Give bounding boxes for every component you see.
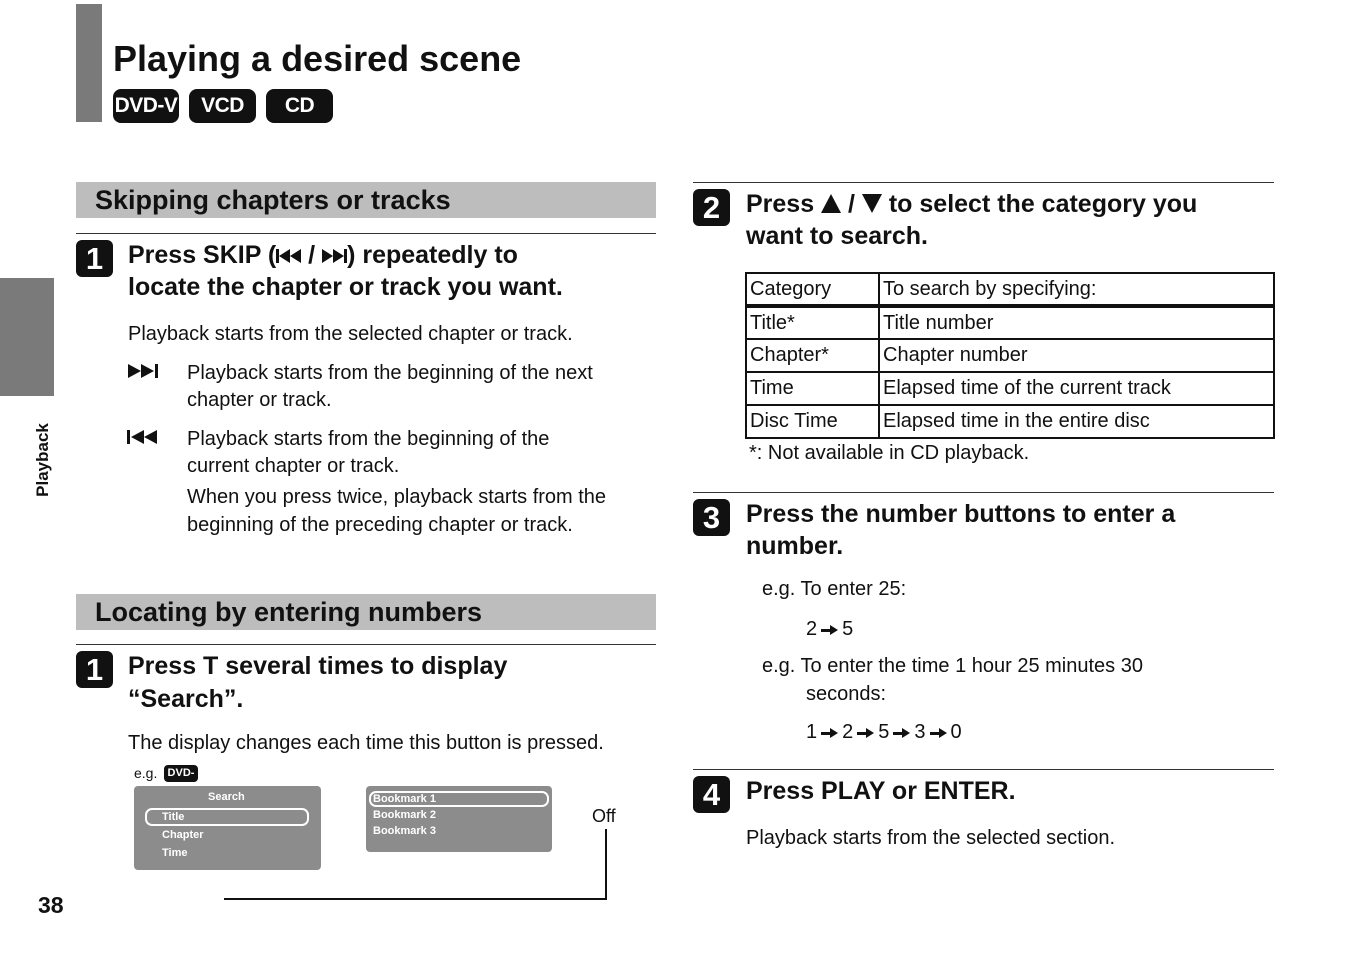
step-number: 3 [693, 499, 730, 536]
page-number: 38 [38, 892, 64, 918]
next-description-line2: chapter or track. [187, 389, 332, 411]
step-title-text: to select the category you [881, 190, 1198, 218]
sequence-1 [806, 616, 853, 643]
vcd-badge: VCD [189, 89, 256, 123]
table-row [746, 405, 1274, 438]
digit: 2 [842, 721, 854, 743]
step-number: 2 [693, 189, 730, 226]
dvd-v-badge: DVD- [164, 765, 198, 782]
table-cell: Chapter* [746, 339, 879, 372]
example-1: e.g. To enter 25: [762, 578, 907, 600]
section-header-skipping: Skipping chapters or tracks [76, 182, 656, 218]
prev-description-line4: beginning of the preceding chapter or track. [187, 514, 573, 536]
example-2-line1: e.g. To enter the time 1 hour 25 minutes 30 [762, 655, 1143, 677]
skip-forward-icon [128, 364, 158, 378]
table-header-cell: To search by specifying: [879, 273, 1274, 306]
divider [693, 769, 1274, 770]
table-cell: Title* [746, 306, 879, 339]
step-number: 1 [76, 651, 113, 688]
step-title-text: Press [746, 190, 822, 218]
screen-item-chapter: Chapter [162, 829, 204, 841]
skip-forward-icon [322, 249, 347, 263]
sequence-2 [806, 719, 962, 746]
bookmark-screen [366, 786, 552, 852]
screen-item-bookmark-1: Bookmark 1 [373, 793, 436, 805]
right-arrow-icon [893, 720, 910, 746]
divider [76, 644, 656, 645]
step-title-line2: “Search”. [128, 685, 244, 713]
step-title: Press PLAY or ENTER. [746, 777, 1016, 805]
header-accent-bar [76, 4, 102, 122]
off-label: Off [592, 806, 616, 826]
screen-item-bookmark-3: Bookmark 3 [373, 825, 436, 837]
side-label: Playback [33, 423, 52, 497]
right-arrow-icon [821, 617, 838, 643]
table-cell: Time [746, 372, 879, 405]
eg-label: e.g. [134, 765, 158, 781]
down-arrow-icon [862, 194, 882, 213]
digit: 0 [950, 721, 962, 743]
right-arrow-icon [857, 720, 874, 746]
divider [76, 233, 656, 234]
screen-heading: Search [208, 791, 245, 803]
digit: 5 [842, 618, 854, 640]
step-title-line2: number. [746, 532, 844, 560]
screen-item-time: Time [162, 847, 188, 859]
prev-description-line3: When you press twice, playback starts from the [187, 486, 607, 508]
right-arrow-icon [930, 720, 947, 746]
step-title-text: / [301, 241, 323, 269]
prev-description-line1: Playback starts from the beginning of the [187, 428, 550, 450]
table-cell: Chapter number [879, 339, 1274, 372]
side-tab [0, 278, 54, 396]
skip-back-icon [276, 249, 301, 263]
step-description: Playback starts from the selected chapter or track. [128, 323, 573, 345]
table-cell: Disc Time [746, 405, 879, 438]
page-title: Playing a desired scene [113, 38, 522, 79]
step-number: 4 [693, 776, 730, 813]
table-row [746, 306, 1274, 339]
step-title [128, 239, 518, 271]
table-note: *: Not available in CD playback. [749, 442, 1030, 464]
step-title-text: Press SKIP ( [128, 241, 277, 269]
step-title-text: ) repeatedly to [347, 241, 518, 269]
step-title: Press T several times to display [128, 652, 508, 680]
screen-item-bookmark-2: Bookmark 2 [373, 809, 436, 821]
connector-line [605, 829, 607, 900]
example-2-line2: seconds: [806, 683, 887, 705]
step-description: The display changes each time this button is pressed. [128, 732, 604, 754]
table-row [746, 339, 1274, 372]
category-table [745, 272, 1275, 439]
connector-line [224, 898, 607, 900]
table-header-cell: Category [746, 273, 879, 306]
step-number: 1 [76, 240, 113, 277]
digit: 2 [806, 618, 818, 640]
search-screen [134, 786, 321, 870]
divider [693, 492, 1274, 493]
step-title [746, 188, 1197, 220]
table-header-row [746, 273, 1274, 306]
table-cell: Elapsed time of the current track [879, 372, 1274, 405]
table-row [746, 372, 1274, 405]
digit: 5 [878, 721, 890, 743]
step-title-text: / [841, 190, 862, 218]
step-title-line2: want to search. [746, 222, 928, 250]
divider [693, 182, 1274, 183]
cd-badge: CD [266, 89, 333, 123]
up-arrow-icon [821, 194, 841, 213]
prev-description-line2: current chapter or track. [187, 455, 400, 477]
step-title: Press the number buttons to enter a [746, 500, 1176, 528]
skip-back-icon [127, 430, 157, 444]
section-header-locating: Locating by entering numbers [76, 594, 656, 630]
digit: 1 [806, 721, 818, 743]
dvd-v-badge: DVD-V [113, 89, 179, 123]
step-title-line2: locate the chapter or track you want. [128, 273, 563, 301]
right-arrow-icon [821, 720, 838, 746]
digit: 3 [914, 721, 926, 743]
table-cell: Elapsed time in the entire disc [879, 405, 1274, 438]
table-cell: Title number [879, 306, 1274, 339]
step-description: Playback starts from the selected section. [746, 827, 1116, 849]
next-description-line1: Playback starts from the beginning of the next [187, 362, 593, 384]
screen-item-title: Title [162, 811, 185, 823]
